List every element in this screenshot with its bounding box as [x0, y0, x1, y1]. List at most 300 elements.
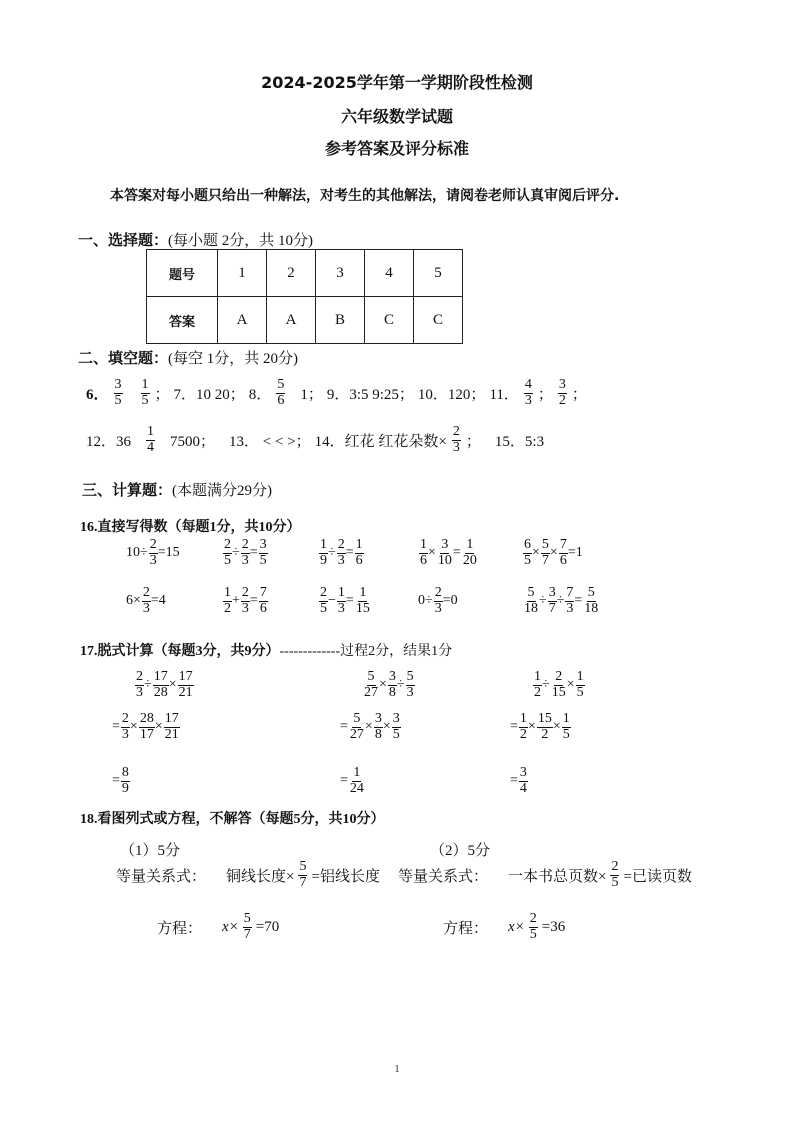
fraction — [523, 586, 539, 616]
answer-cell: C — [365, 297, 414, 344]
denominator: 3 — [142, 600, 150, 616]
numerator: 2 — [224, 537, 231, 552]
numerator: 8 — [121, 765, 129, 780]
operator: ÷ — [144, 677, 152, 693]
intro-text: 本答案对每小题只给出一种解法，对考生的其他解法，请阅卷老师认真审阅后评分. — [110, 188, 620, 204]
calc-step — [340, 712, 401, 742]
relation2-post: =已读页数 — [623, 868, 692, 885]
q9-answer: 9．3:5 9:25； — [326, 386, 414, 403]
calc-step — [532, 670, 585, 700]
question-number: 3 — [316, 250, 365, 297]
numerator: 1 — [359, 585, 367, 600]
numerator: 1 — [466, 537, 474, 552]
separator: ； — [154, 386, 170, 403]
denominator: 21 — [164, 726, 179, 742]
result: =4 — [150, 593, 166, 609]
q18-equation2 — [443, 912, 565, 942]
numerator: 1 — [224, 585, 231, 600]
section3-heading — [82, 479, 272, 500]
numerator: 7 — [259, 585, 267, 600]
denominator: 6 — [559, 552, 567, 568]
denominator: 4 — [147, 439, 155, 455]
fraction — [548, 586, 557, 616]
section1-title: 一、选择题： — [78, 231, 169, 249]
denominator: 3 — [406, 684, 414, 700]
operator: × — [532, 545, 540, 561]
calc-item — [126, 586, 166, 616]
fraction — [141, 378, 150, 408]
q10-answer: 10．120； — [417, 386, 486, 403]
operator: ÷ — [542, 677, 550, 693]
denominator: 27 — [349, 726, 364, 742]
numerator: 17 — [164, 711, 179, 726]
numerator: 2 — [555, 669, 563, 684]
denominator: 3 — [452, 439, 460, 455]
denominator: 3 — [121, 726, 129, 742]
result: =1 — [567, 545, 583, 561]
equation1-post: =70 — [255, 918, 280, 935]
numerator: 2 — [452, 424, 460, 439]
fraction — [241, 538, 250, 568]
q7-answer: 7．10 20； — [173, 386, 245, 403]
relation1-pre: 铜线长度× — [226, 868, 295, 885]
equation-label: 方程： — [443, 920, 489, 937]
q18-relation1 — [116, 860, 380, 890]
equals: = — [510, 773, 518, 789]
section1-note: (每小题 2分，共 10分) — [168, 233, 314, 249]
equals: = — [345, 593, 354, 609]
section2-heading — [78, 347, 298, 368]
denominator: 5 — [392, 726, 400, 742]
section3-note: (本题满分29分) — [172, 483, 273, 499]
numerator: 5 — [277, 377, 285, 392]
fraction — [349, 712, 365, 742]
equation1-pre: x× — [222, 918, 239, 935]
equation-label: 方程： — [157, 920, 203, 937]
fill-answers-line2 — [86, 425, 544, 455]
separator: ； — [571, 386, 587, 403]
denominator: 2 — [224, 600, 231, 616]
q6-label: 6． — [86, 386, 109, 403]
denominator: 3 — [566, 600, 574, 616]
denominator: 8 — [388, 684, 396, 700]
fill-answers-line1 — [86, 378, 587, 408]
numerator: 3 — [558, 377, 566, 392]
fraction — [533, 670, 542, 700]
fraction — [223, 586, 232, 616]
operator: × — [364, 719, 373, 735]
result: =0 — [442, 593, 458, 609]
calc-result — [112, 766, 130, 796]
fraction — [355, 538, 364, 568]
denominator: 3 — [241, 552, 249, 568]
table-row — [147, 297, 463, 344]
question-number: 2 — [267, 250, 316, 297]
operator: ÷ — [396, 677, 405, 693]
answer-table — [146, 249, 463, 344]
numerator: 1 — [355, 537, 363, 552]
denominator: 2 — [541, 726, 549, 742]
numerator: 3 — [374, 711, 382, 726]
operator: × — [379, 677, 387, 693]
denominator: 3 — [149, 552, 157, 568]
page-subtitle: 六年级数学试题 — [340, 107, 453, 126]
fraction — [437, 538, 453, 568]
fraction — [146, 425, 155, 455]
fraction — [178, 670, 194, 700]
equals: = — [574, 593, 583, 609]
operator: ÷ — [328, 545, 336, 561]
section1-heading — [78, 229, 313, 250]
q18-part1-label: （1）5分 — [120, 843, 181, 859]
numerator: 1 — [562, 711, 570, 726]
numerator: 1 — [147, 424, 155, 439]
fraction — [298, 860, 307, 890]
denominator: 15 — [551, 684, 566, 700]
numerator: 2 — [529, 911, 537, 926]
calc-step — [510, 712, 571, 742]
section3-title: 三、计算题： — [82, 481, 173, 499]
q12-answer-b: 7500； — [170, 433, 216, 450]
fraction — [319, 586, 328, 616]
fraction — [139, 712, 155, 742]
numerator: 17 — [153, 669, 168, 684]
fraction — [610, 860, 619, 890]
fraction — [374, 712, 383, 742]
fraction — [121, 766, 130, 796]
fraction — [392, 712, 401, 742]
denominator: 20 — [462, 552, 477, 568]
question-number: 1 — [218, 250, 267, 297]
fraction — [388, 670, 397, 700]
answer-cell: A — [218, 297, 267, 344]
calc-step — [362, 670, 415, 700]
fraction — [519, 766, 528, 796]
denominator: 3 — [434, 600, 442, 616]
denominator: 28 — [153, 684, 168, 700]
denominator: 4 — [519, 780, 527, 796]
separator: ； — [465, 433, 481, 450]
fraction — [337, 586, 346, 616]
operator: × — [428, 545, 436, 561]
fraction — [114, 378, 123, 408]
denominator: 5 — [224, 552, 231, 568]
numerator: 3 — [114, 377, 122, 392]
fraction — [355, 586, 371, 616]
numerator: 3 — [519, 765, 527, 780]
fraction — [153, 670, 169, 700]
fraction — [259, 586, 268, 616]
expr-prefix: 0÷ — [418, 593, 433, 609]
denominator: 6 — [420, 552, 427, 568]
q18-relation2 — [398, 860, 692, 890]
numerator: 5 — [299, 859, 307, 874]
equals: = — [112, 773, 120, 789]
section2-title: 二、填空题： — [78, 349, 169, 367]
calc-item — [222, 538, 268, 568]
denominator: 6 — [355, 552, 363, 568]
numerator: 1 — [519, 711, 527, 726]
calc-item — [318, 538, 364, 568]
row-header-answer: 答案 — [147, 297, 218, 344]
denominator: 6 — [259, 600, 267, 616]
answer-cell: C — [414, 297, 463, 344]
q18-title: 18.看图列式或方程，不解答（每题5分，共10分） — [80, 812, 385, 827]
fraction — [551, 670, 567, 700]
denominator: 17 — [139, 726, 154, 742]
fraction — [276, 378, 285, 408]
operator: × — [382, 719, 391, 735]
denominator: 5 — [562, 726, 570, 742]
numerator: 2 — [241, 585, 249, 600]
fraction — [259, 538, 268, 568]
section2-note: (每空 1分，共 20分) — [168, 351, 299, 367]
denominator: 27 — [364, 684, 378, 700]
calc-item — [418, 538, 478, 568]
numerator: 1 — [337, 585, 345, 600]
fraction — [164, 712, 180, 742]
fraction — [529, 912, 538, 942]
fraction — [434, 586, 443, 616]
calc-step — [134, 670, 194, 700]
operator: × — [566, 677, 575, 693]
fraction — [452, 425, 461, 455]
fraction — [337, 538, 346, 568]
operator: ÷ — [539, 593, 547, 609]
answer-cell: A — [267, 297, 316, 344]
operator: − — [328, 593, 336, 609]
denominator: 6 — [277, 392, 285, 408]
numerator: 1 — [141, 377, 149, 392]
q15-answer: 15．5:3 — [494, 433, 545, 450]
fraction — [149, 538, 158, 568]
fraction — [537, 712, 553, 742]
equals: = — [345, 545, 354, 561]
numerator: 4 — [524, 377, 532, 392]
question-number: 4 — [365, 250, 414, 297]
question-number: 5 — [414, 250, 463, 297]
denominator: 7 — [299, 874, 307, 890]
operator: × — [129, 719, 138, 735]
denominator: 5 — [611, 874, 619, 890]
q12-answer: 12．36 — [86, 433, 132, 450]
calc-item — [522, 586, 599, 616]
numerator: 3 — [548, 585, 556, 600]
numerator: 3 — [388, 669, 396, 684]
numerator: 5 — [541, 537, 549, 552]
fraction — [319, 538, 328, 568]
numerator: 2 — [337, 537, 345, 552]
numerator: 2 — [149, 537, 157, 552]
equals: = — [340, 719, 348, 735]
row-header-question: 题号 — [147, 250, 218, 297]
equals: = — [249, 593, 258, 609]
fraction — [565, 586, 574, 616]
fraction — [523, 538, 532, 568]
numerator: 1 — [320, 537, 327, 552]
denominator: 9 — [121, 780, 129, 796]
denominator: 5 — [114, 392, 122, 408]
calc-item — [126, 538, 180, 568]
fraction — [583, 586, 599, 616]
denominator: 18 — [524, 600, 538, 616]
equals: = — [452, 545, 461, 561]
fraction — [135, 670, 144, 700]
numerator: 28 — [139, 711, 154, 726]
numerator: 15 — [537, 711, 552, 726]
denominator: 15 — [355, 600, 370, 616]
operator: × — [154, 719, 163, 735]
numerator: 5 — [406, 669, 414, 684]
equals: = — [340, 773, 348, 789]
operator: × — [552, 719, 561, 735]
numerator: 1 — [420, 537, 427, 552]
numerator: 1 — [353, 765, 361, 780]
operator: ÷ — [232, 545, 240, 561]
q18-equation1 — [157, 912, 279, 942]
page-title: 2024-2025学年第一学期阶段性检测 — [261, 73, 533, 92]
calc-item — [222, 586, 268, 616]
operator: × — [168, 677, 177, 693]
denominator: 7 — [243, 926, 251, 942]
q17-heading — [80, 640, 452, 660]
denominator: 2 — [534, 684, 541, 700]
numerator: 5 — [353, 711, 361, 726]
denominator: 5 — [141, 392, 149, 408]
denominator: 21 — [178, 684, 193, 700]
fraction — [524, 378, 533, 408]
fraction — [541, 538, 550, 568]
q16-title: 16.直接写得数（每题1分，共10分） — [80, 520, 301, 535]
numerator: 5 — [367, 669, 375, 684]
q18-part2-label: （2）5分 — [430, 843, 491, 859]
numerator: 5 — [527, 585, 535, 600]
denominator: 3 — [337, 552, 345, 568]
numerator: 2 — [142, 585, 150, 600]
equals: = — [510, 719, 518, 735]
fraction — [121, 712, 130, 742]
denominator: 3 — [337, 600, 345, 616]
fraction — [363, 670, 379, 700]
table-row — [147, 250, 463, 297]
denominator: 5 — [529, 926, 537, 942]
denominator: 8 — [374, 726, 382, 742]
fraction — [223, 538, 232, 568]
calc-result — [340, 766, 365, 796]
fraction — [243, 912, 252, 942]
equals: = — [249, 545, 258, 561]
denominator: 18 — [584, 600, 599, 616]
denominator: 3 — [241, 600, 249, 616]
relation2-pre: 一本书总页数× — [508, 868, 607, 885]
separator: ； — [537, 386, 553, 403]
page-heading: 参考答案及评分标准 — [324, 139, 469, 158]
fraction — [142, 586, 151, 616]
q8-answer: 1； — [300, 386, 323, 403]
fraction — [519, 712, 528, 742]
page-number: 1 — [394, 1063, 400, 1075]
calc-item — [318, 586, 371, 616]
fraction — [559, 538, 568, 568]
result: =15 — [157, 545, 180, 561]
equation2-pre: x× — [508, 918, 525, 935]
fraction — [349, 766, 365, 796]
q17-title: 17.脱式计算（每题3分，共9分） — [80, 644, 280, 659]
fraction — [562, 712, 571, 742]
equation2-post: =36 — [541, 918, 566, 935]
q8-label: 8． — [248, 386, 272, 403]
fraction — [241, 586, 250, 616]
numerator: 7 — [559, 537, 567, 552]
denominator: 5 — [524, 552, 531, 568]
numerator: 3 — [441, 537, 449, 552]
relation1-post: =铝线长度 — [311, 868, 380, 885]
expr-prefix: 10÷ — [126, 545, 148, 561]
q17-note: -------------过程2分，结果1分 — [279, 644, 453, 659]
fraction — [462, 538, 478, 568]
relation-label: 等量关系式： — [116, 868, 207, 885]
calc-item — [418, 586, 458, 616]
denominator: 7 — [548, 600, 556, 616]
q13-answer: 13． < < >； — [229, 433, 311, 450]
denominator: 24 — [349, 780, 364, 796]
numerator: 2 — [121, 711, 129, 726]
numerator: 2 — [611, 859, 619, 874]
calc-item — [522, 538, 583, 568]
denominator: 2 — [558, 392, 566, 408]
numerator: 2 — [136, 669, 143, 684]
fraction — [419, 538, 428, 568]
denominator: 9 — [320, 552, 327, 568]
calc-step — [112, 712, 180, 742]
numerator: 2 — [434, 585, 442, 600]
denominator: 3 — [136, 684, 143, 700]
fraction — [406, 670, 415, 700]
relation-label: 等量关系式： — [398, 868, 489, 885]
operator: × — [549, 545, 558, 561]
q14-answer: 14．红花 红花朵数× — [314, 433, 447, 450]
denominator: 5 — [259, 552, 267, 568]
numerator: 6 — [524, 537, 531, 552]
fraction — [558, 378, 567, 408]
numerator: 3 — [392, 711, 400, 726]
denominator: 5 — [320, 600, 327, 616]
calc-result — [510, 766, 528, 796]
numerator: 17 — [178, 669, 193, 684]
answer-cell: B — [316, 297, 365, 344]
operator: + — [232, 593, 240, 609]
numerator: 5 — [243, 911, 251, 926]
operator: ÷ — [556, 593, 565, 609]
numerator: 1 — [576, 669, 584, 684]
numerator: 2 — [320, 585, 327, 600]
denominator: 7 — [541, 552, 549, 568]
numerator: 3 — [259, 537, 267, 552]
numerator: 7 — [566, 585, 574, 600]
denominator: 5 — [576, 684, 584, 700]
numerator: 5 — [587, 585, 595, 600]
q11-label: 11． — [489, 386, 519, 403]
equals: = — [112, 719, 120, 735]
fraction — [576, 670, 585, 700]
numerator: 1 — [534, 669, 541, 684]
denominator: 2 — [519, 726, 527, 742]
expr-prefix: 6× — [126, 593, 141, 609]
denominator: 10 — [437, 552, 452, 568]
denominator: 3 — [524, 392, 532, 408]
numerator: 2 — [241, 537, 249, 552]
operator: × — [527, 719, 536, 735]
